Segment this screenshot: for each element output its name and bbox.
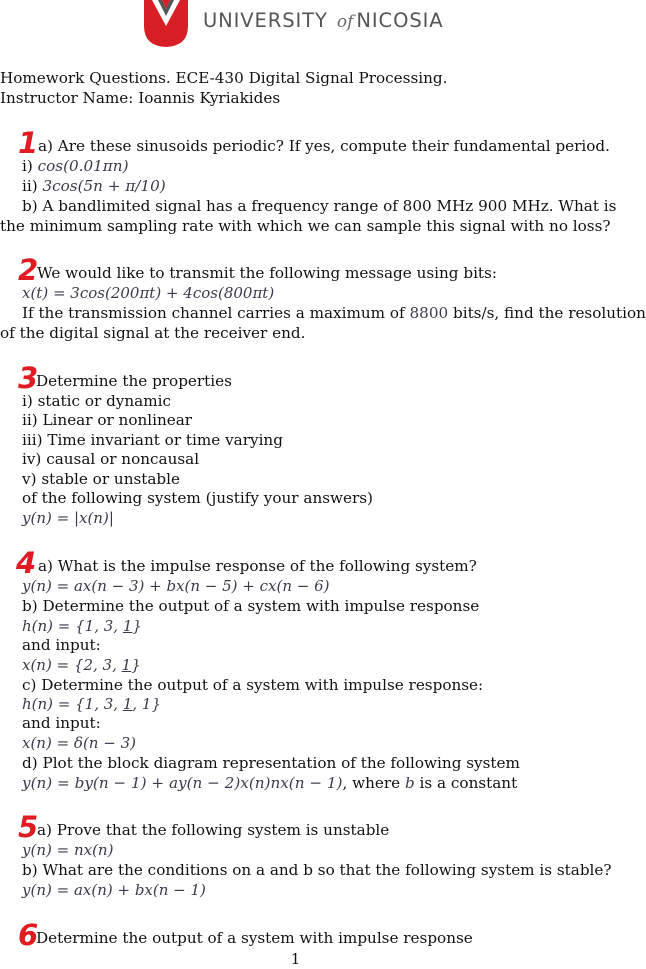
q2-line3: If the transmission channel carries a maximum of 8800 bits/s, find the resolution: [22, 304, 646, 322]
q3-item-ii: ii) Linear or nonlinear: [22, 411, 193, 429]
q3-math: y(n) = |x(n)|: [22, 509, 114, 527]
q5-part-b: b) What are the conditions on a and b so that the following system is stable?: [22, 861, 612, 879]
q3-text: Determine the properties: [36, 372, 232, 390]
instructor-name: Instructor Name: Ioannis Kyriakides: [0, 89, 281, 107]
q1-part-a: a) Are these sinusoids periodic? If yes, compute their fundamental period.: [38, 137, 610, 155]
q4-c-and-input: and input:: [22, 714, 101, 732]
question-number-4: 4: [16, 546, 37, 580]
university-name: UNIVERSITY of NICOSIA: [203, 9, 444, 32]
q2-text: We would like to transmit the following message using bits:: [37, 264, 497, 282]
q3-item-iv: iv) causal or noncausal: [22, 450, 200, 468]
q1-part-b-line2: the minimum sampling rate with which we can sample this signal with no loss?: [0, 217, 611, 235]
q4-b-and-input: and input:: [22, 636, 101, 654]
q2-line4: of the digital signal at the receiver end.: [0, 324, 306, 342]
q2-math: x(t) = 3cos(200πt) + 4cos(800πt): [22, 284, 275, 302]
q5-a-math: y(n) = nx(n): [22, 841, 114, 859]
q5-part-a: a) Prove that the following system is unstable: [37, 821, 390, 839]
q4-c-impulse: h(n) = {1, 3, 1, 1}: [22, 695, 162, 713]
q3-item-v: v) stable or unstable: [22, 470, 180, 488]
q3-following: of the following system (justify your answers): [22, 489, 373, 507]
q4-b-input: x(n) = {2, 3, 1}: [22, 656, 141, 674]
q1-item-i: i) cos(0.01πn): [22, 157, 129, 175]
q1-part-b-line1: b) A bandlimited signal has a frequency range of 800 MHz 900 MHz. What is: [22, 197, 617, 215]
university-header: [0, 0, 591, 52]
page-number: 1: [290, 950, 301, 968]
q5-b-math: y(n) = ax(n) + bx(n − 1): [22, 881, 206, 899]
q1-item-ii: ii) 3cos(5n + π/10): [22, 177, 166, 195]
q4-part-c: c) Determine the output of a system with impulse response:: [22, 676, 484, 694]
question-number-5: 5: [18, 810, 39, 844]
q4-c-input: x(n) = δ(n − 3): [22, 734, 136, 752]
course-title: Homework Questions. ECE-430 Digital Signal Processing.: [0, 69, 448, 87]
question-number-1: 1: [18, 126, 39, 160]
question-number-6: 6: [18, 918, 39, 952]
q4-part-a: a) What is the impulse response of the following system?: [38, 557, 477, 575]
q4-part-d: d) Plot the block diagram representation of the following system: [22, 754, 520, 772]
q4-d-math: y(n) = by(n − 1) + ay(n − 2)x(n)nx(n − 1), where b is a constant: [22, 774, 518, 792]
q3-item-iii: iii) Time invariant or time varying: [22, 431, 283, 449]
question-number-3: 3: [18, 361, 39, 395]
q4-a-math: y(n) = ax(n − 3) + bx(n − 5) + cx(n − 6): [22, 577, 330, 595]
question-number-2: 2: [18, 253, 39, 287]
q3-item-i: i) static or dynamic: [22, 392, 171, 410]
q4-part-b: b) Determine the output of a system with impulse response: [22, 597, 480, 615]
q4-b-impulse: h(n) = {1, 3, 1}: [22, 617, 142, 635]
q6-text: Determine the output of a system with impulse response: [36, 929, 473, 947]
university-logo: [144, 0, 188, 48]
